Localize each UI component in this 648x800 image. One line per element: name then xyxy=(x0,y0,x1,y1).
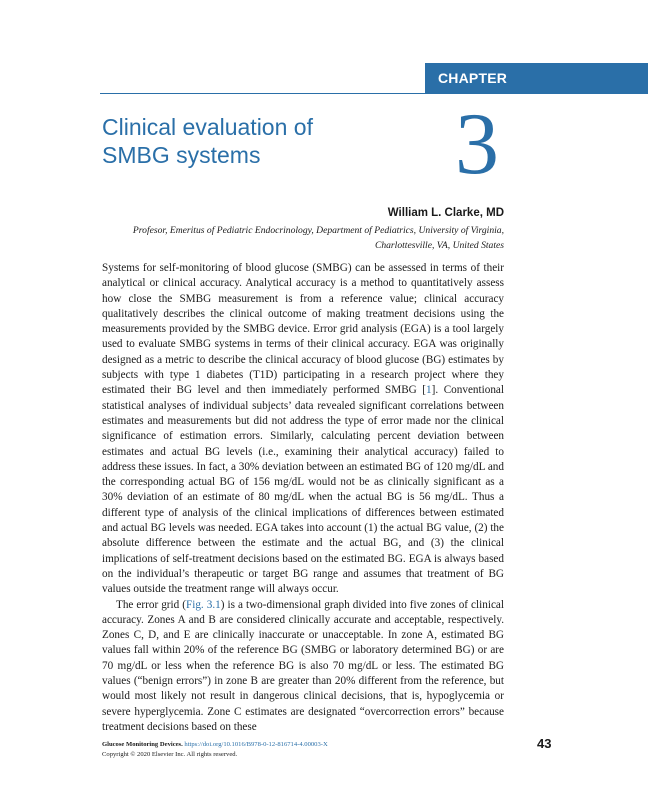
chapter-number: 3 xyxy=(455,96,499,193)
paragraph-2-text-a: The error grid ( xyxy=(116,598,186,611)
footer-doi-link[interactable]: https://doi.org/10.1016/B978-0-12-816714-4.00003-X xyxy=(184,741,328,748)
footer-journal: Glucose Monitoring Devices. xyxy=(102,741,183,748)
author-name: William L. Clarke, MD xyxy=(387,207,504,219)
chapter-title xyxy=(102,113,402,169)
paragraph-2-text-b: ) is a two-dimensional graph divided into five zones of clinical accuracy. Zones A and B are considered clinically accurate and acceptable, respectively. Zones C, D, and E are clinically inaccurate or unacceptable. In zone A, estimated BG values fall within 20% of the reference BG (SMBG or laboratory determined BG) or are 70 mg/dL or less when the reference BG is also 70 mg/dL or less. The estimated BG values (“benign errors”) in zone B are greater than 20% different from the reference, but would most likely not result in dangerous clinical decisions, that is, hypoglycemia or severe hyperglycemia. Zone C estimates are designated “overcorrection errors” because treatment decisions based on these xyxy=(102,598,504,733)
footer xyxy=(102,740,502,760)
body-text xyxy=(102,261,504,735)
chapter-label: CHAPTER xyxy=(438,70,508,86)
chapter-title-line2: SMBG systems xyxy=(102,142,261,168)
page-number: 43 xyxy=(537,736,552,751)
author-affiliation xyxy=(80,223,504,253)
affiliation-line1: Profesor, Emeritus of Pediatric Endocrinology, Department of Pediatrics, University of Virginia, xyxy=(132,225,504,236)
affiliation-line2: Charlottesville, VA, United States xyxy=(374,240,504,251)
paragraph-2 xyxy=(102,598,504,736)
reference-link-1[interactable]: 1 xyxy=(426,384,432,397)
paragraph-1-text-b: ]. Conventional statistical analyses of individual subjects’ data revealed significant correlations between estimates and measurements but did not address the type of error made nor the clinical significance of estimation errors. Similarly, calculating percent deviation between estimates and actual BG levels (i.e., examining their analytical accuracy) failed to address these issues. In fact, a 30% deviation between an estimated BG of 120 mg/dL and the corresponding actual BG of 156 mg/dL would not be as clinically significant as a 30% deviation of an estimate of 80 mg/dL when the actual BG is 56 mg/dL. Thus a different type of analysis of the clinical implications of differences between estimated and actual BG levels was needed. EGA takes into account (1) the actual BG value, (2) the absolute difference between the estimate and the actual BG, and (3) the clinical implications of self-treatment decisions based on the estimated BG. EGA is always based on the individual’s therapeutic or target BG range and assumes that treatment of BG values outside the treatment range will always occur. xyxy=(102,384,504,596)
header-rule xyxy=(100,93,648,94)
chapter-title-line1: Clinical evaluation of xyxy=(102,114,313,140)
paragraph-1-text-a: Systems for self-monitoring of blood glucose (SMBG) can be assessed in terms of their analytical or clinical accuracy. Analytical accuracy is a method to quantitatively assess how close the SMBG measurement is from a reference value; clinical accuracy qualitatively describes the clinical outcome of making treatment decisions using the measurements provided by the SMBG device. Error grid analysis (EGA) is a tool largely used to evaluate SMBG systems in terms of their clinical accuracy. EGA was originally designed as a metric to describe the clinical accuracy of blood glucose (BG) estimates by subjects with type 1 diabetes (T1D) participating in a research project where they estimated their BG level and then immediately performed SMBG [ xyxy=(102,262,504,397)
paragraph-1 xyxy=(102,261,504,598)
footer-copyright: Copyright © 2020 Elsevier Inc. All rights reserved. xyxy=(102,751,238,758)
figure-link[interactable]: Fig. 3.1 xyxy=(185,598,221,611)
